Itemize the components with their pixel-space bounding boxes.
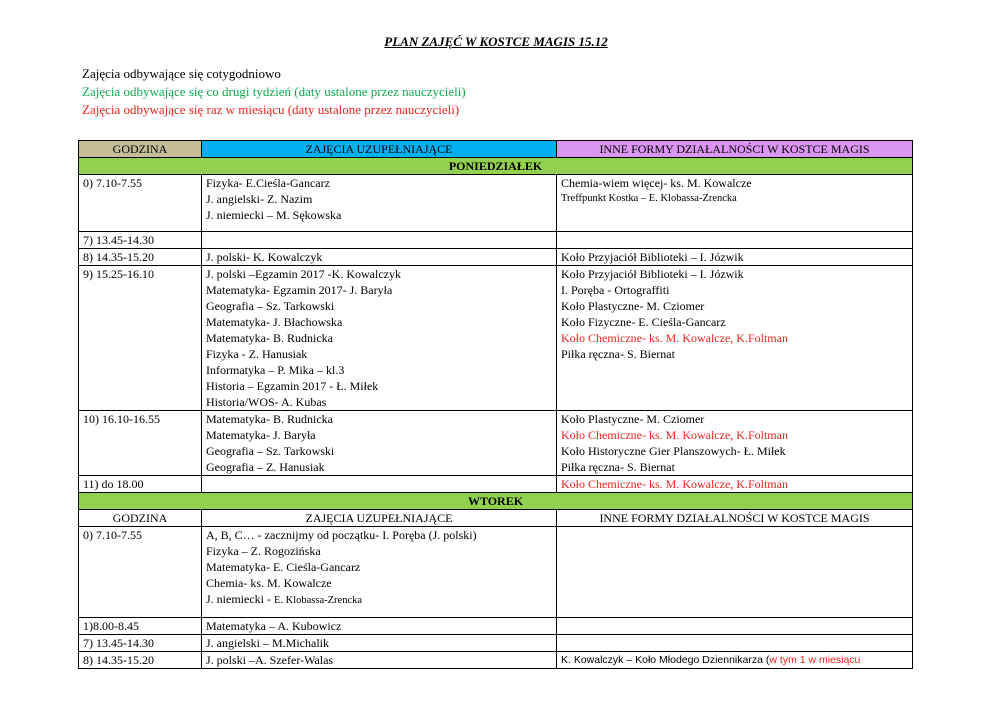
activity-item: Koło Historyczne Gier Planszowych- Ł. Miłek [561,444,786,458]
hour-cell: 10) 16.10-16.55 [79,411,202,476]
legend-biweekly: Zajęcia odbywające się co drugi tydzień (daty ustalone przez nauczycieli) [82,84,466,99]
lessons-cell: J. polski –A. Szefer-Walas [202,652,557,669]
lesson-item: J. angielski- Z. Nazim [206,192,313,206]
lessons-cell [202,527,557,618]
lesson-item: Matematyka- B. Rudnicka [206,412,333,426]
lesson-item: Matematyka- Egzamin 2017- J. Baryła [206,283,393,297]
page-title: PLAN ZAJĘĆ W KOSTCE MAGIS 15.12 [384,34,608,49]
activity-item: Koło Plastyczne- M. Cziomer [561,412,705,426]
other-cell [557,232,913,249]
legend-monthly: Zajęcia odbywające się raz w miesiącu (daty ustalone przez nauczycieli) [82,102,460,117]
table-row [79,175,913,232]
hour-cell: 11) do 18.00 [79,476,202,493]
table-row [79,249,913,266]
header-row [79,510,913,527]
table-row [79,635,913,652]
day-row-tuesday [79,493,913,510]
hour-cell: 8) 14.35-15.20 [79,249,202,266]
lesson-item: Informatyka – P. Mika – kl.3 [206,363,345,377]
hour-header: GODZINA [79,510,202,527]
lesson-item: Chemia- ks. M. Kowalcze [206,576,332,590]
activity-item: Koło Plastyczne- M. Cziomer [561,299,705,313]
hour-cell: 8) 14.35-15.20 [79,652,202,669]
lesson-item: Geografia – Sz. Tarkowski [206,444,335,458]
lesson-item: Matematyka- J. Baryła [206,428,316,442]
other-cell: Koło Chemiczne- ks. M. Kowalcze, K.Foltman [557,476,913,493]
other-cell [557,635,913,652]
lesson-item: J. niemiecki – M. Sękowska [206,208,342,222]
lessons-cell [202,175,557,232]
other-cell [557,266,913,411]
hour-cell: 1)8.00-8.45 [79,618,202,635]
lesson-item: Matematyka- B. Rudnicka [206,331,333,345]
lesson-item: A, B, C… - zacznijmy od początku- I. Poręba (J. polski) [206,528,477,542]
other-header: INNE FORMY DZIAŁALNOŚCI W KOSTCE MAGIS [557,141,913,158]
lesson-item: Fizyka - Z. Hanusiak [206,347,308,361]
other-header: INNE FORMY DZIAŁALNOŚCI W KOSTCE MAGIS [557,510,913,527]
lesson-item: Geografia – Sz. Tarkowski [206,299,335,313]
hour-cell: 0) 7.10-7.55 [79,175,202,232]
lesson-item: Geografia – Z. Hanusiak [206,460,325,474]
hour-cell: 0) 7.10-7.55 [79,527,202,618]
lessons-cell: J. polski- K. Kowalczyk [202,249,557,266]
activity-item: Koło Fizyczne- E. Cieśla-Gancarz [561,315,726,329]
schedule-table [78,140,913,669]
activity-item: I. Poręba - Ortograffiti [561,283,670,297]
lesson-subject: J. niemiecki - [206,592,274,606]
legend-weekly: Zajęcia odbywające się cotygodniowo [82,66,281,81]
lesson-item: Fizyka- E.Cieśla-Gancarz [206,176,330,190]
lesson-teacher: E. Klobassa-Zrencka [273,595,363,606]
table-row [79,652,913,669]
hour-cell: 7) 13.45-14.30 [79,232,202,249]
other-cell [557,618,913,635]
lessons-cell [202,266,557,411]
lesson-item: Historia/WOS- A. Kubas [206,395,327,409]
table-row [79,232,913,249]
header-row [79,141,913,158]
lessons-header: ZAJĘCIA UZUPEŁNIAJĄCE [202,510,557,527]
lesson-item: J. polski –Egzamin 2017 -K. Kowalczyk [206,267,401,281]
other-cell [557,652,913,669]
activity-item-monthly: Koło Chemiczne- ks. M. Kowalcze, K.Foltman [561,428,788,442]
day-row-monday [79,158,913,175]
activity-item: K. Kowalczyk – Koło Młodego Dziennikarza ( [561,654,770,666]
day-label: WTOREK [79,493,913,510]
lesson-item: Fizyka – Z. Rogozińska [206,544,321,558]
lessons-header: ZAJĘCIA UZUPEŁNIAJĄCE [202,141,557,158]
table-row [79,266,913,411]
lesson-item [206,591,552,609]
lessons-cell [202,232,557,249]
hour-cell: 9) 15.25-16.10 [79,266,202,411]
lesson-item: Matematyka- J. Błachowska [206,315,343,329]
activity-item: Piłka ręczna- S. Biernat [561,347,675,361]
other-cell: Koło Przyjaciół Biblioteki – I. Józwik [557,249,913,266]
activity-item: Koło Przyjaciół Biblioteki – I. Józwik [561,267,744,281]
other-cell [557,411,913,476]
activity-note-monthly: w tym 1 w miesiącu [769,654,861,666]
table-row [79,411,913,476]
activity-item: Chemia-wiem więcej- ks. M. Kowalcze [561,176,752,190]
other-cell [557,527,913,618]
lessons-cell: J. angielski – M.Michalik [202,635,557,652]
lessons-cell [202,476,557,493]
other-cell [557,175,913,232]
table-row [79,618,913,635]
table-row [79,476,913,493]
lessons-cell: Matematyka – A. Kubowicz [202,618,557,635]
day-label: PONIEDZIAŁEK [79,158,913,175]
activity-item: Treffpunkt Kostka – E. Klobassa-Zrencka [561,193,737,204]
activity-item: Piłka ręczna- S. Biernat [561,460,675,474]
table-row [79,527,913,618]
hour-cell: 7) 13.45-14.30 [79,635,202,652]
activity-item-monthly: Koło Chemiczne- ks. M. Kowalcze, K.Foltman [561,331,788,345]
hour-header: GODZINA [79,141,202,158]
lesson-item: Matematyka- E. Cieśla-Gancarz [206,560,361,574]
lesson-item: Historia – Egzamin 2017 - Ł. Miłek [206,379,379,393]
lessons-cell [202,411,557,476]
